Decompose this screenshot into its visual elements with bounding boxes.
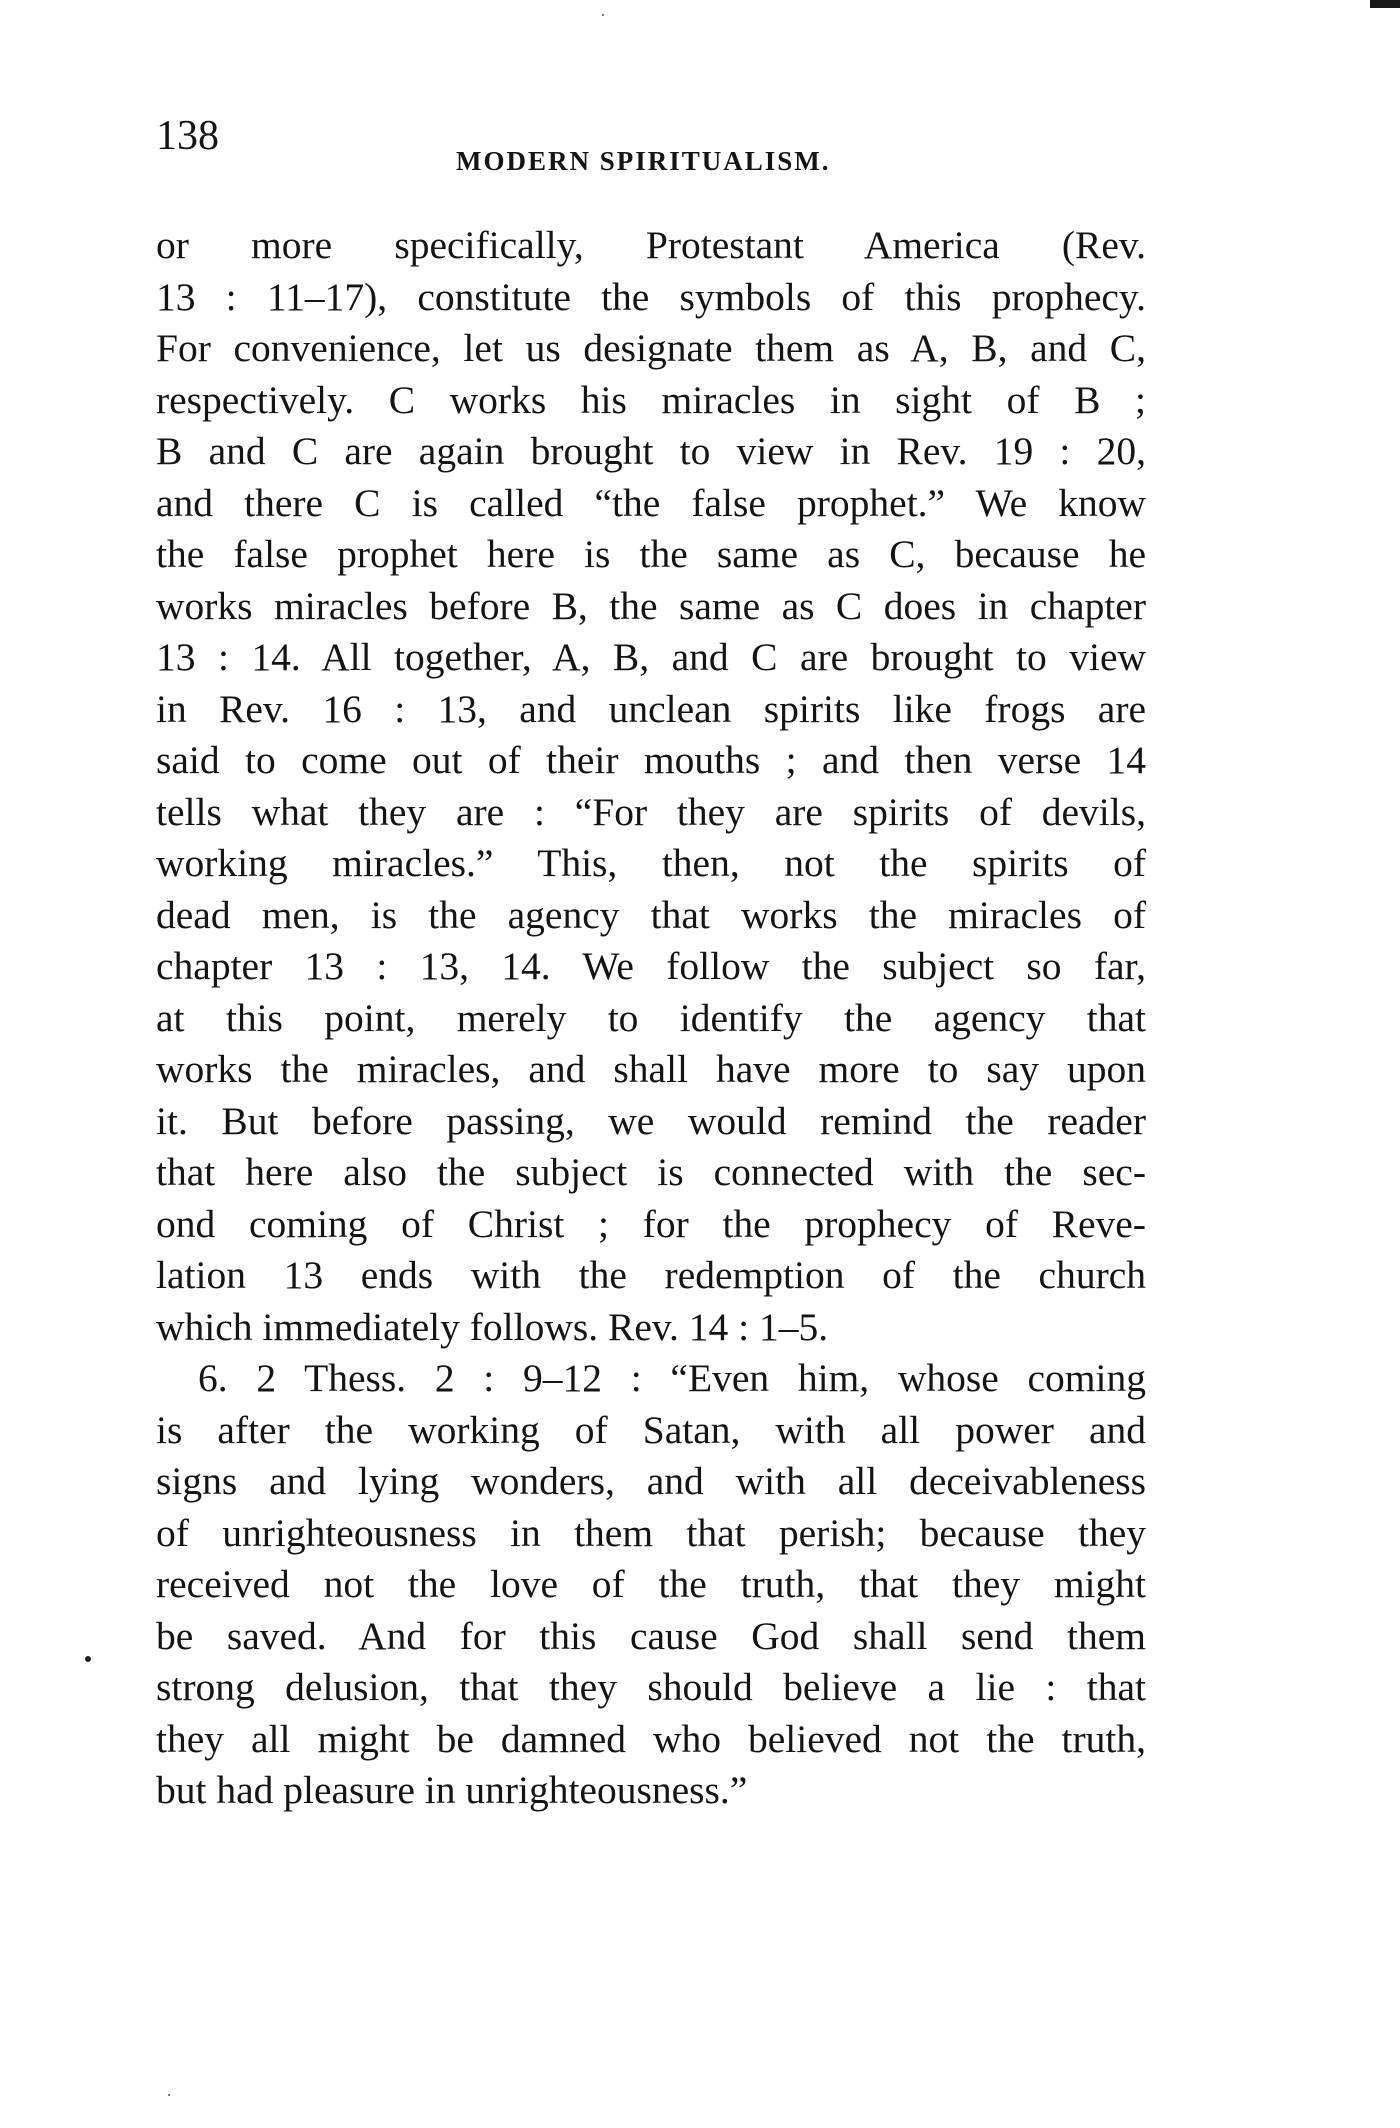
text-line: or more specifically, Protestant America (Rev. xyxy=(156,223,1146,267)
text-line: working miracles.” This, then, not the spirits of xyxy=(156,841,1146,885)
text-line: dead men, is the agency that works the miracles of xyxy=(156,892,1146,937)
page-number: 138 xyxy=(156,113,219,159)
text-line: at this point, merely to identify the agency that xyxy=(156,995,1146,1040)
text-line: of unrighteousness in them that perish; because they xyxy=(156,1510,1146,1555)
text-line: 13 : 11–17), constitute the symbols of this prophecy. xyxy=(156,274,1146,319)
text-line: tells what they are : “For they are spirits of devils, xyxy=(156,789,1146,834)
margin-mark xyxy=(85,1656,91,1662)
text-line: that here also the subject is connected with the sec- xyxy=(156,1150,1146,1194)
text-line: chapter 13 : 13, 14. We follow the subject so far, xyxy=(156,944,1146,988)
scan-edge-mark xyxy=(1370,0,1400,8)
text-line: the false prophet here is the same as C, because he xyxy=(156,532,1146,576)
text-line: signs and lying wonders, and with all deceivableness xyxy=(156,1459,1146,1503)
text-line: received not the love of the truth, that they might xyxy=(156,1562,1146,1606)
text-line: 6. 2 Thess. 2 : 9–12 : “Even him, whose coming xyxy=(198,1356,1146,1400)
text-line: For convenience, let us designate them as A, B, and C, xyxy=(156,326,1146,370)
text-line: is after the working of Satan, with all power and xyxy=(156,1407,1146,1452)
text-line: which immediately follows. Rev. 14 : 1–5. xyxy=(156,1304,829,1349)
body-text xyxy=(156,220,1146,1817)
scan-speck xyxy=(168,2094,170,2096)
page-header xyxy=(156,112,1156,182)
running-head: MODERN SPIRITUALISM. xyxy=(456,146,831,176)
text-line: works miracles before B, the same as C does in chapter xyxy=(156,583,1146,628)
text-line: it. But before passing, we would remind the reader xyxy=(156,1098,1146,1143)
text-line: respectively. C works his miracles in sight of B ; xyxy=(156,377,1146,422)
text-line: 13 : 14. All together, A, B, and C are brought to view xyxy=(156,635,1146,679)
text-line: works the miracles, and shall have more to say upon xyxy=(156,1047,1146,1091)
text-line: and there C is called “the false prophet.” We know xyxy=(156,480,1146,525)
text-line: ond coming of Christ ; for the prophecy of Reve- xyxy=(156,1201,1146,1246)
text-line: lation 13 ends with the redemption of the church xyxy=(156,1253,1146,1297)
text-line: but had pleasure in unrighteousness.” xyxy=(156,1768,748,1812)
text-line: they all might be damned who believed not the truth, xyxy=(156,1716,1146,1761)
text-line: B and C are again brought to view in Rev. 19 : 20, xyxy=(156,429,1146,473)
text-line: strong delusion, that they should believe a lie : that xyxy=(156,1665,1146,1709)
scan-speck xyxy=(602,14,604,16)
text-line: be saved. And for this cause God shall send them xyxy=(156,1613,1146,1658)
text-line: in Rev. 16 : 13, and unclean spirits like frogs are xyxy=(156,686,1146,731)
text-line: said to come out of their mouths ; and then verse 14 xyxy=(156,738,1146,782)
